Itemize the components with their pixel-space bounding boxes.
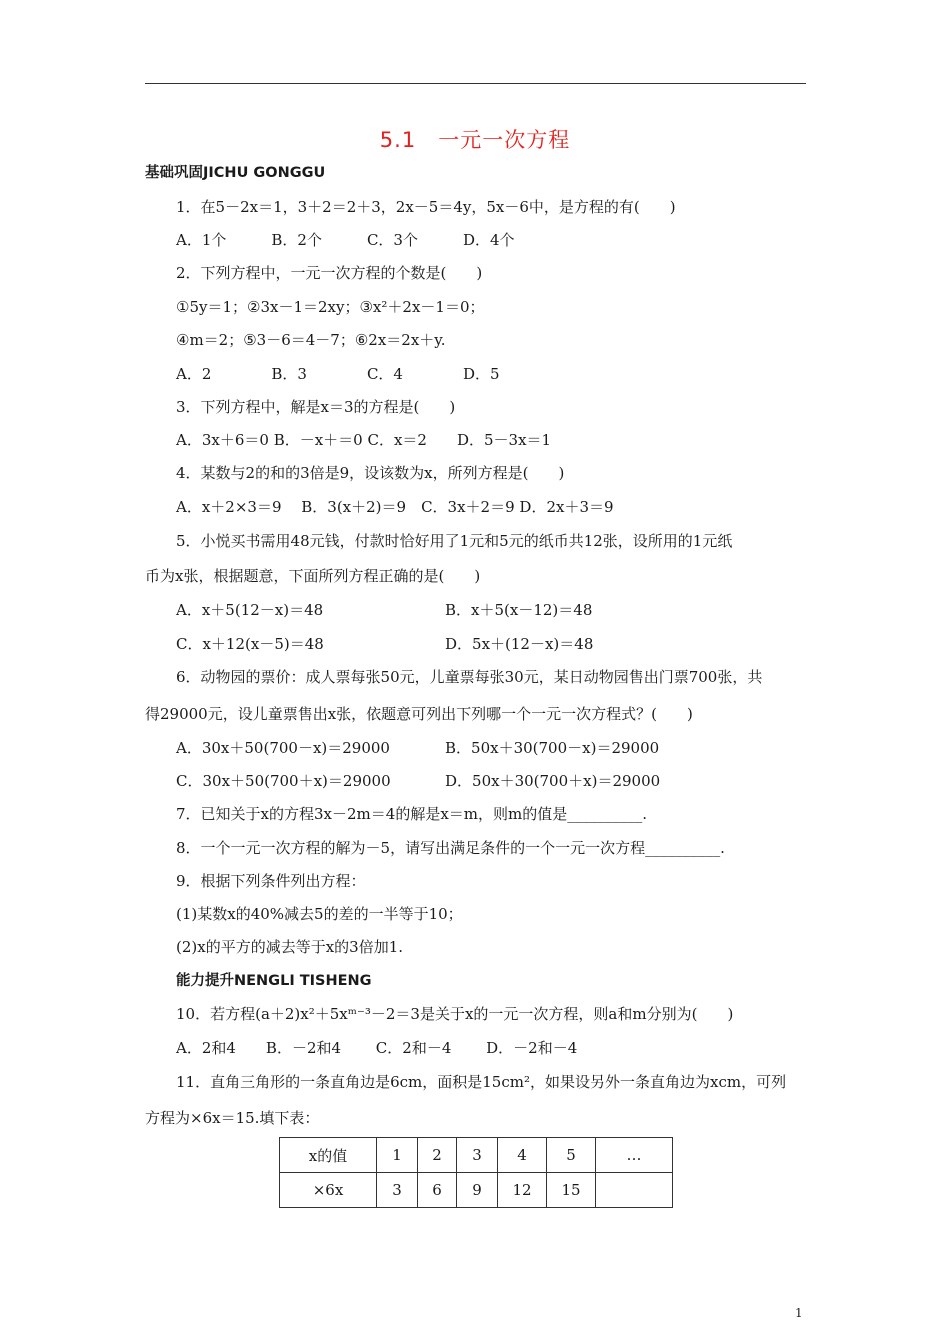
question-6-option-a: A．30x＋50(700－x)＝29000 bbox=[176, 739, 390, 757]
page-number: 1 bbox=[795, 1306, 803, 1320]
table-cell: 1 bbox=[377, 1138, 418, 1173]
question-7: 7．已知关于x的方程3x－2m＝4的解是x＝m，则m的值是__________. bbox=[176, 805, 647, 823]
table-cell: 4 bbox=[498, 1138, 547, 1173]
question-10: 10．若方程(a＋2)x²＋5xᵐ⁻³－2＝3是关于x的一元一次方程，则a和m分别为( ) bbox=[176, 1005, 734, 1023]
question-6-line-1: 6．动物园的票价：成人票每张50元，儿童票每张30元，某日动物园售出门票700张，共 bbox=[176, 668, 763, 686]
table-cell: 9 bbox=[457, 1173, 498, 1208]
question-1: 1．在5－2x＝1，3＋2＝2＋3，2x－5＝4y，5x－6中，是方程的有( ) bbox=[176, 198, 676, 216]
question-5-option-b: B．x＋5(x－12)＝48 bbox=[445, 601, 593, 619]
table-cell: 15 bbox=[547, 1173, 596, 1208]
question-11-line-1: 11．直角三角形的一条直角边是6cm，面积是15cm²，如果设另外一条直角边为xcm，可列 bbox=[176, 1073, 787, 1091]
section-basic: 基础巩固JICHU GONGGU bbox=[145, 165, 326, 181]
question-5-option-d: D．5x＋(12－x)＝48 bbox=[445, 635, 594, 653]
question-5-option-c: C．x＋12(x－5)＝48 bbox=[176, 635, 324, 653]
question-8: 8．一个一元一次方程的解为－5，请写出满足条件的一个一元一次方程__________. bbox=[176, 839, 725, 857]
question-6-option-c: C．30x＋50(700＋x)＝29000 bbox=[176, 772, 391, 790]
table-row bbox=[280, 1138, 673, 1173]
question-2: 2．下列方程中，一元一次方程的个数是( ) bbox=[176, 264, 483, 282]
header-rule bbox=[145, 83, 806, 84]
question-9-part-1: (1)某数x的40%减去5的差的一半等于10； bbox=[176, 905, 463, 923]
question-9-part-2: (2)x的平方的减去等于x的3倍加1. bbox=[176, 938, 404, 956]
table-cell: 2 bbox=[418, 1138, 457, 1173]
page-title: 5.1 一元一次方程 bbox=[379, 128, 571, 152]
question-2-items-b: ④m＝2；⑤3－6＝4－7；⑥2x＝2x＋y. bbox=[176, 331, 446, 349]
table-cell: 3 bbox=[377, 1173, 418, 1208]
question-4-options: A．x＋2×3＝9 B．3(x＋2)＝9 C．3x＋2＝9 D．2x＋3＝9 bbox=[176, 498, 614, 516]
question-5-option-a: A．x＋5(12－x)＝48 bbox=[176, 601, 324, 619]
question-1-options: A．1个 B．2个 C．3个 D．4个 bbox=[176, 231, 515, 249]
table-cell: ×6x bbox=[280, 1173, 377, 1208]
question-10-options: A．2和4 B．－2和4 C．2和－4 D．－2和－4 bbox=[176, 1039, 578, 1057]
table-row bbox=[280, 1173, 673, 1208]
question-3: 3．下列方程中，解是x＝3的方程是( ) bbox=[176, 398, 456, 416]
question-11-line-2: 方程为×6x＝15.填下表： bbox=[145, 1109, 320, 1127]
question-2-items-a: ①5y＝1；②3x－1＝2xy；③x²＋2x－1＝0； bbox=[176, 298, 485, 316]
table-cell: 5 bbox=[547, 1138, 596, 1173]
section-advanced: 能力提升NENGLI TISHENG bbox=[176, 973, 372, 989]
question-4: 4．某数与2的和的3倍是9，设该数为x，所列方程是( ) bbox=[176, 464, 565, 482]
question-9: 9．根据下列条件列出方程： bbox=[176, 872, 366, 890]
table-cell: 12 bbox=[498, 1173, 547, 1208]
question-2-options: A．2 B．3 C．4 D．5 bbox=[176, 365, 500, 383]
table-cell bbox=[596, 1173, 673, 1208]
table-cell: 3 bbox=[457, 1138, 498, 1173]
question-3-options: A．3x＋6＝0 B．－x＋＝0 C．x＝2 D．5－3x＝1 bbox=[176, 431, 552, 449]
table-cell: … bbox=[596, 1138, 673, 1173]
question-5-line-1: 5．小悦买书需用48元钱，付款时恰好用了1元和5元的纸币共12张，设所用的1元纸 bbox=[176, 532, 733, 550]
table-cell: 6 bbox=[418, 1173, 457, 1208]
question-6-option-d: D．50x＋30(700＋x)＝29000 bbox=[445, 772, 661, 790]
question-5-line-2: 币为x张，根据题意，下面所列方程正确的是( ) bbox=[145, 567, 481, 585]
question-6-line-2: 得29000元，设儿童票售出x张，依题意可列出下列哪一个一元一次方程式？( ) bbox=[145, 705, 693, 723]
question-6-option-b: B．50x＋30(700－x)＝29000 bbox=[445, 739, 660, 757]
table-cell: x的值 bbox=[280, 1138, 377, 1173]
value-table bbox=[279, 1137, 673, 1208]
